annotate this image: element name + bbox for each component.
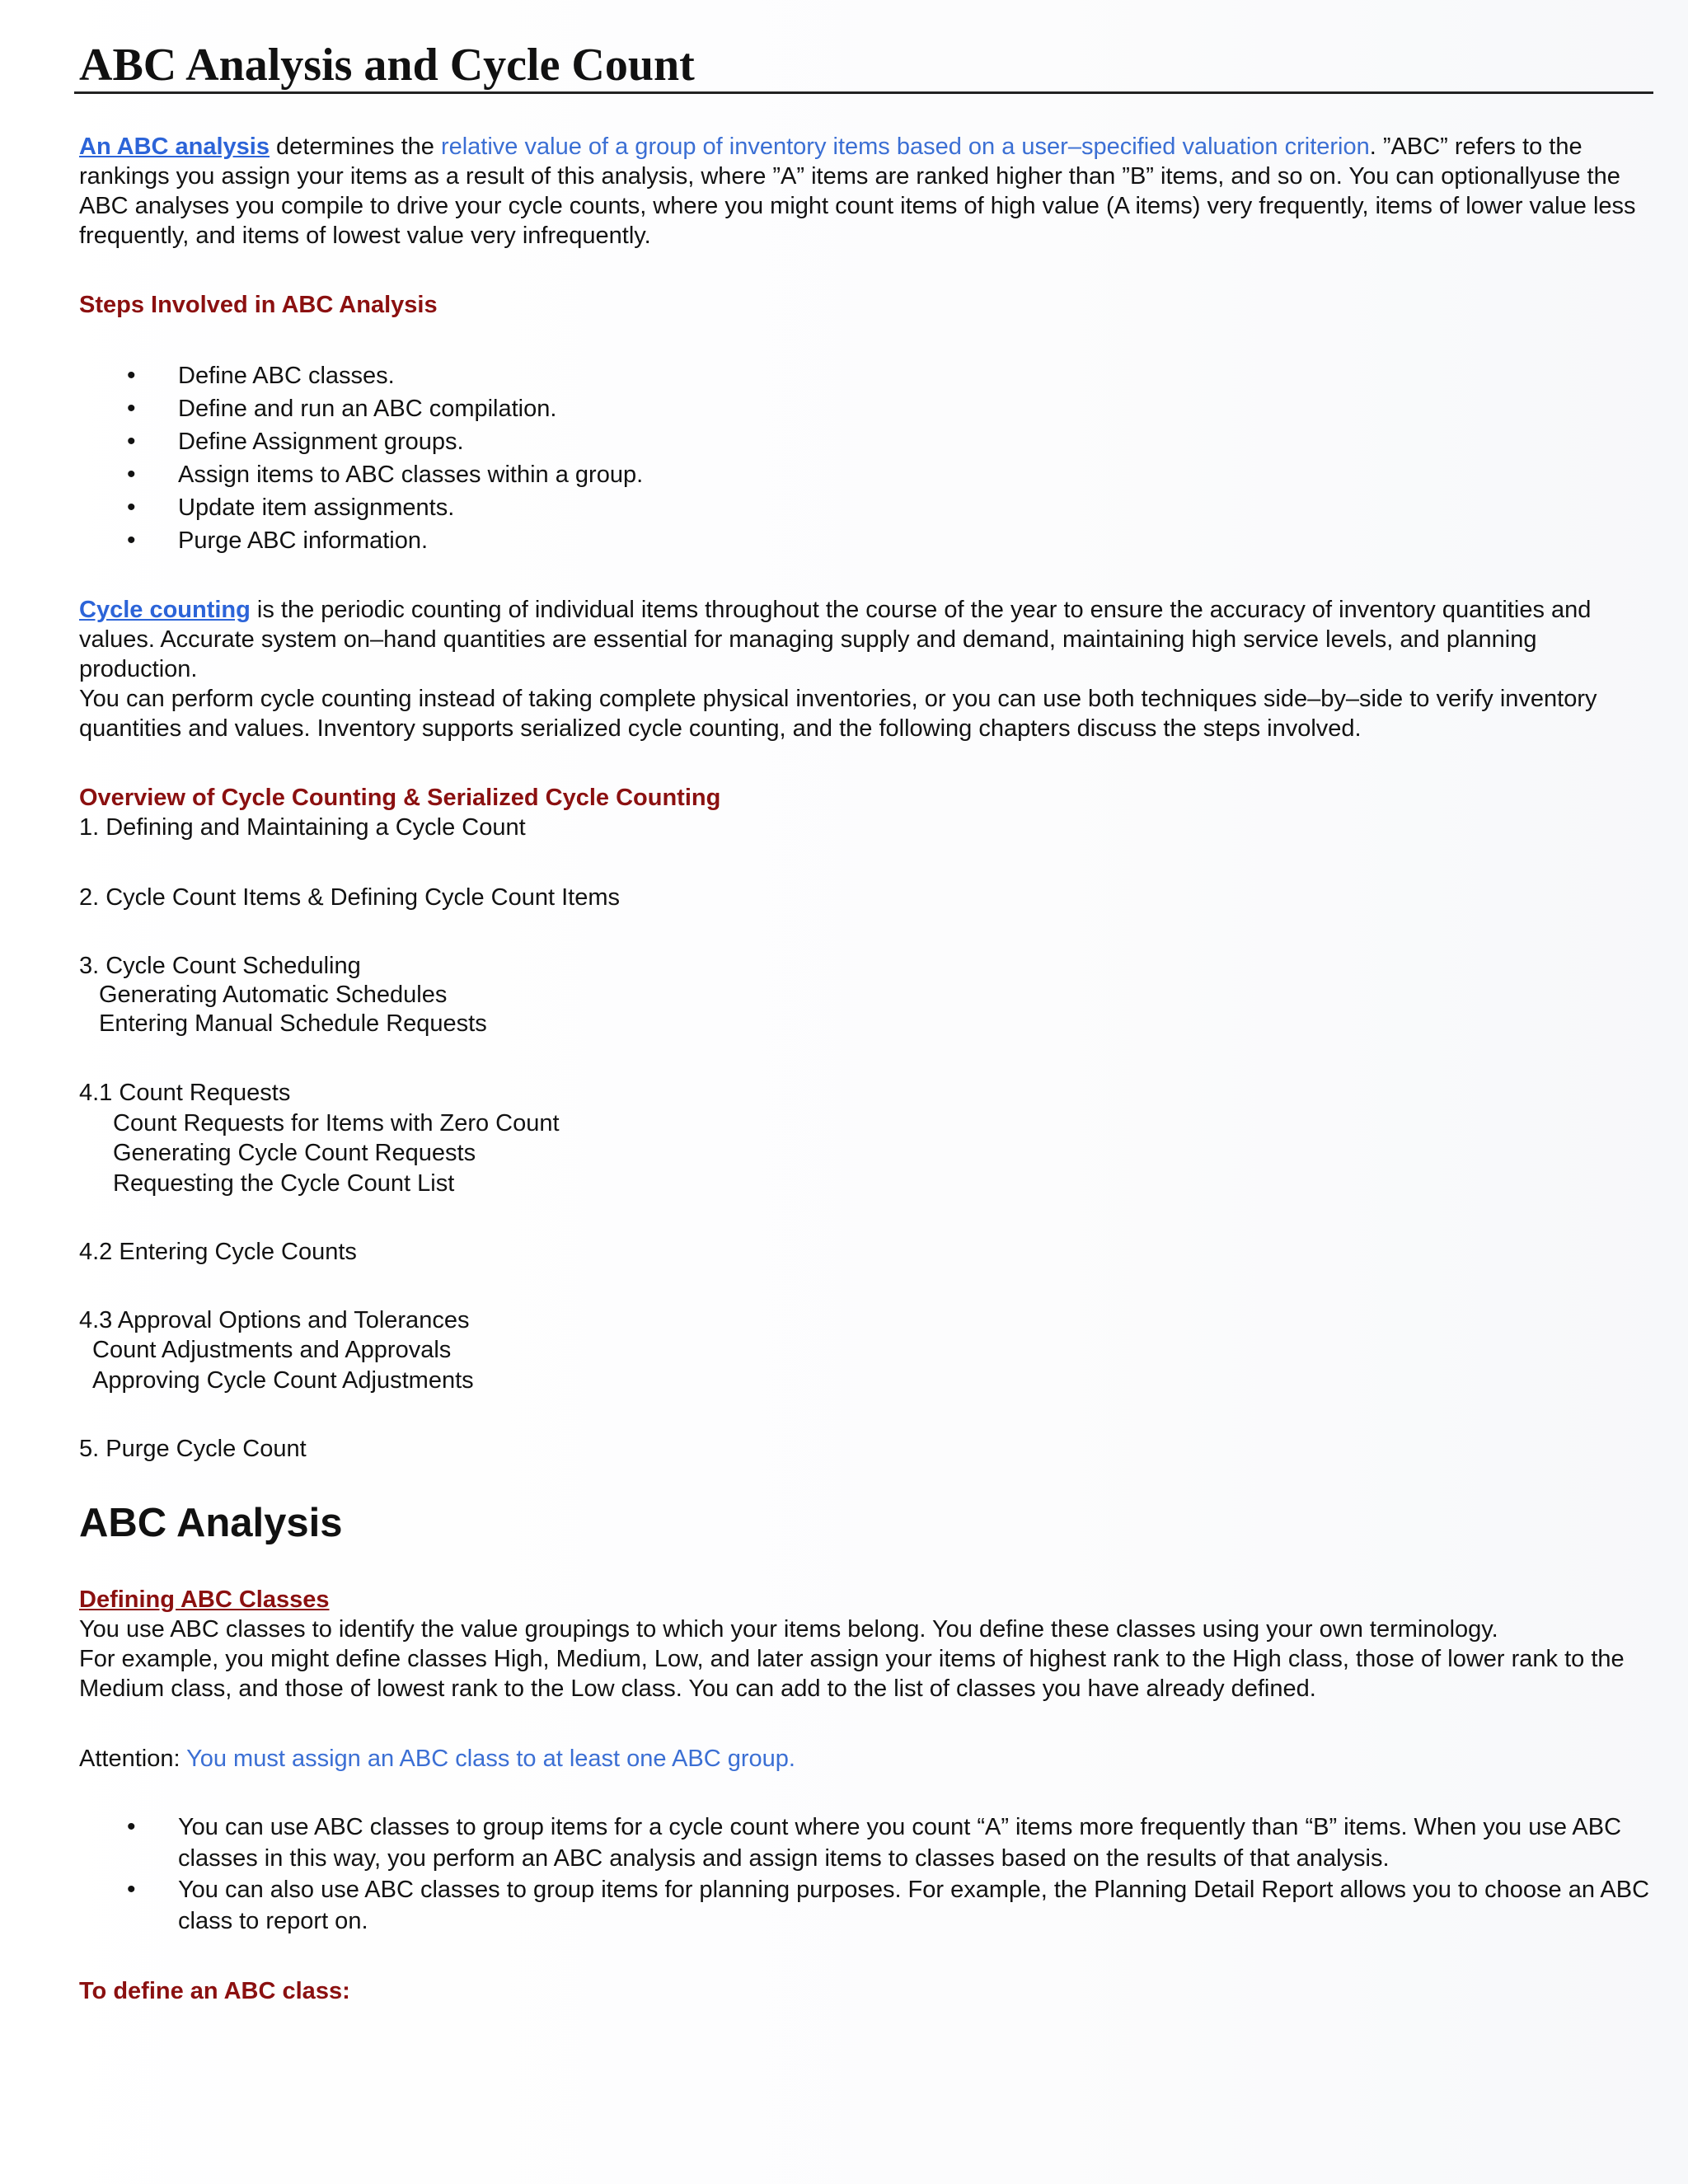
steps-heading: Steps Involved in ABC Analysis xyxy=(79,292,438,318)
defining-classes-heading: Defining ABC Classes xyxy=(79,1586,330,1613)
title-underline-rule xyxy=(74,91,1653,94)
define-class-heading: To define an ABC class: xyxy=(79,1978,350,2004)
steps-list-item: • Purge ABC information. xyxy=(79,524,643,557)
outline-item-4-2: 4.2 Entering Cycle Counts xyxy=(79,1239,357,1265)
steps-list xyxy=(79,359,643,557)
outline-item-3b: Entering Manual Schedule Requests xyxy=(99,1010,487,1037)
outline-item-4-3b: Approving Cycle Count Adjustments xyxy=(92,1367,474,1394)
intro-highlight: relative value of a group of inventory items based on a user–specified valuation criterion xyxy=(440,134,1370,160)
classes-bullet-item: • You can also use ABC classes to group items for planning purposes. For example, the Planning Detail Report allows you to choose an ABC class to report on. xyxy=(79,1874,1650,1937)
cycle-paragraph-1 xyxy=(79,595,1650,684)
outline-item-5: 5. Purge Cycle Count xyxy=(79,1436,307,1462)
steps-list-item: • Define Assignment groups. xyxy=(79,425,643,458)
abc-analysis-heading: ABC Analysis xyxy=(79,1501,343,1545)
outline-item-4-3: 4.3 Approval Options and Tolerances xyxy=(79,1307,470,1333)
steps-list-item: • Define and run an ABC compilation. xyxy=(79,392,643,425)
outline-item-4-3a: Count Adjustments and Approvals xyxy=(92,1337,452,1363)
cycle-counting-link[interactable]: Cycle counting xyxy=(79,597,251,623)
intro-text-1: determines the xyxy=(270,134,441,160)
classes-bullet-list xyxy=(79,1811,1650,1937)
cycle-paragraph-2: You can perform cycle counting instead of taking complete physical inventories, or you can use both techniques side–by–side to verify inventory quantities and values. Inventory supports serialized cycle counting, and the following chapters discuss the steps involved. xyxy=(79,686,1597,742)
cycle-text-1: is the periodic counting of individual items throughout the course of the year to ensure the accuracy of inventory quantities and values. Accurate system on–hand quantities are essential for managing supply and demand, maintaining high service levels, and planning production. xyxy=(79,597,1592,682)
outline-item-4-1: 4.1 Count Requests xyxy=(79,1080,291,1106)
steps-list-item: • Update item assignments. xyxy=(79,491,643,524)
outline-item-4-1c: Requesting the Cycle Count List xyxy=(113,1170,455,1197)
document-title: ABC Analysis and Cycle Count xyxy=(79,40,695,91)
attention-label: Attention: xyxy=(79,1746,187,1772)
outline-item-1: 1. Defining and Maintaining a Cycle Count xyxy=(79,814,526,841)
outline-item-4-1a: Count Requests for Items with Zero Count xyxy=(113,1110,560,1137)
classes-paragraph-1: You use ABC classes to identify the value groupings to which your items belong. You define these classes using your own terminology. xyxy=(79,1616,1498,1643)
outline-item-2: 2. Cycle Count Items & Defining Cycle Count Items xyxy=(79,884,620,911)
attention-note xyxy=(79,1744,795,1774)
outline-item-3a: Generating Automatic Schedules xyxy=(99,982,448,1008)
outline-item-4-1b: Generating Cycle Count Requests xyxy=(113,1140,476,1166)
abc-analysis-link[interactable]: An ABC analysis xyxy=(79,134,270,160)
intro-paragraph xyxy=(79,132,1650,251)
classes-paragraph-2: For example, you might define classes High, Medium, Low, and later assign your items of highest rank to the High class, those of lower rank to the Medium class, and those of lowest rank to the Low class. You can add to the list of classes you have already defined. xyxy=(79,1646,1625,1702)
attention-text: You must assign an ABC class to at least one ABC group. xyxy=(186,1746,795,1772)
classes-bullet-item: • You can use ABC classes to group items for a cycle count where you count “A” items more frequently than “B” items. When you use ABC classes in this way, you perform an ABC analysis and assign items to classes based on the results of that analysis. xyxy=(79,1811,1650,1874)
outline-item-3: 3. Cycle Count Scheduling xyxy=(79,953,361,979)
intro-text-2: . ”ABC” refers to the rankings you assign your items as a result of this analysis, where ”A” items are ranked higher than ”B” items, and so on. You can optionallyuse the ABC analyses you compile to drive your cycle counts, where you might count items of high value (A items) very frequently, items of lower value less frequently, and items of lowest value very infrequently. xyxy=(79,134,1636,249)
steps-list-item: • Assign items to ABC classes within a group. xyxy=(79,458,643,491)
overview-heading: Overview of Cycle Counting & Serialized Cycle Counting xyxy=(79,785,721,811)
steps-list-item: • Define ABC classes. xyxy=(79,359,643,392)
